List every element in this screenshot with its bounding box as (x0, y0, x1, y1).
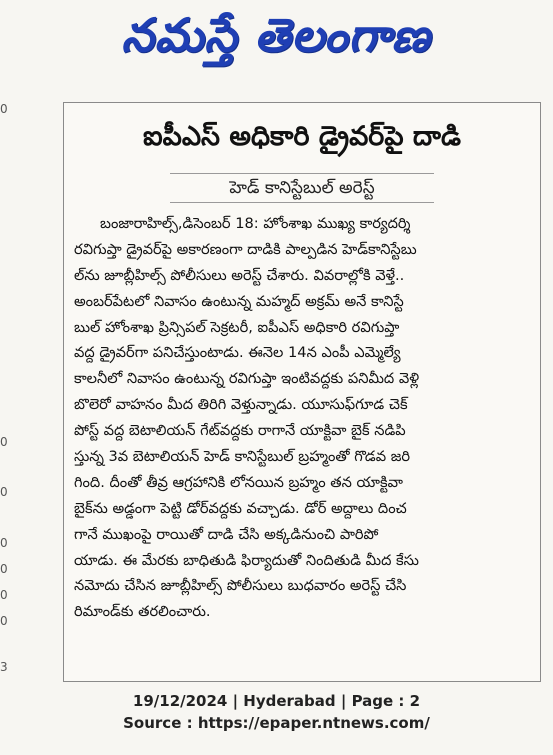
body-line: రిమాండ్‌కు తరలించారు. (74, 603, 211, 621)
article-frame (63, 102, 541, 682)
body-line: స్తున్న 3వ బెటాలియన్ హెడ్ కానిస్టేబుల్ బ్రహ్మంతో గొడవ జరి (74, 448, 411, 466)
body-line: కాలనీలో నివాసం ఉంటున్న రవిగుప్తా ఇంటివద్దకు పనిమీద వెళ్లి (74, 370, 420, 388)
left-margin-column-fragments (0, 100, 12, 680)
body-line: నమోదు చేసిన జూబ్లీహిల్స్ పోలీసులు బుధవారం అరెస్ట్ చేసి (74, 577, 407, 595)
article-headline: ఐపీఎస్ అధికారి డ్రైవర్‌పై దాడి (143, 121, 461, 152)
body-line: రవిగుప్తా డ్రైవర్‌పై అకారణంగా దాడికి పాల్పడిన హెడ్‌కానిస్టేబు (74, 240, 417, 258)
margin-mark: 0 (0, 588, 8, 602)
body-line: బంజారాహిల్స్,డిసెంబర్ 18: హోంశాఖ ముఖ్య కార్యదర్శి (100, 215, 411, 232)
body-line: అంబర్‌పేటలో నివాసం ఉంటున్న మహ్మద్ అక్రమ్ అనే కానిస్టే (74, 292, 404, 310)
body-line: బుల్ హోంశాఖ ప్రిన్సిపల్ సెక్రటరీ, ఐపీఎస్ అధికారి రవిగుప్తా (74, 318, 400, 336)
margin-mark: 0 (0, 562, 8, 576)
footer-source-url: Source : https://epaper.ntnews.com/ (123, 714, 430, 732)
body-line: బొలెరో వాహనం మీద తిరిగి వెళ్తున్నాడు. యూసుఫ్‌గూడ చెక్ (74, 396, 408, 414)
margin-mark: 3 (0, 660, 8, 674)
body-line: గింది. దీంతో తీవ్ర ఆగ్రహానికి లోనయిన బ్రహ్మం తన యాక్టివా (74, 473, 403, 491)
margin-mark: 0 (0, 614, 8, 628)
body-line: యాడు. ఈ మేరకు బాధితుడి ఫిర్యాదుతో నిందితుడి మీద కేసు (74, 551, 419, 569)
body-line: గానే ముఖంపై రాయితో దాడి చేసి అక్కడినుంచి పారిపో (74, 525, 379, 543)
margin-mark: 0 (0, 536, 8, 550)
margin-mark: 0 (0, 485, 8, 499)
margin-mark: 0 (0, 102, 8, 116)
body-line: బైక్‌ను అడ్డంగా పెట్టి డోర్‌వద్దకు వచ్చాడు. డోర్ అద్దాలు దించ (74, 499, 407, 517)
body-line: పోస్ట్ వద్ద బెటాలియన్ గేట్‌వద్దకు రాగానే యాక్టివా బైక్ నడిపి (74, 422, 406, 440)
newspaper-masthead-logo: నమస్తే తెలంగాణ (121, 8, 431, 62)
footer-date-location-page: 19/12/2024 | Hyderabad | Page : 2 (132, 692, 421, 710)
article-body (74, 211, 530, 625)
article-subheadline: హెడ్ కానిస్టేబుల్ అరెస్ట్ (170, 173, 434, 203)
body-line: వద్ద డ్రైవర్‌గా పనిచేస్తుంటాడు. ఈనెల 14న ఎంపీ ఎమ్మెల్యే (74, 344, 401, 362)
margin-mark: 0 (0, 435, 8, 449)
body-line: ల్‌ను జూబ్లీహిల్స్ పోలీసులు అరెస్ట్ చేశారు. వివరాల్లోకి వెళ్తే.. (74, 266, 405, 284)
